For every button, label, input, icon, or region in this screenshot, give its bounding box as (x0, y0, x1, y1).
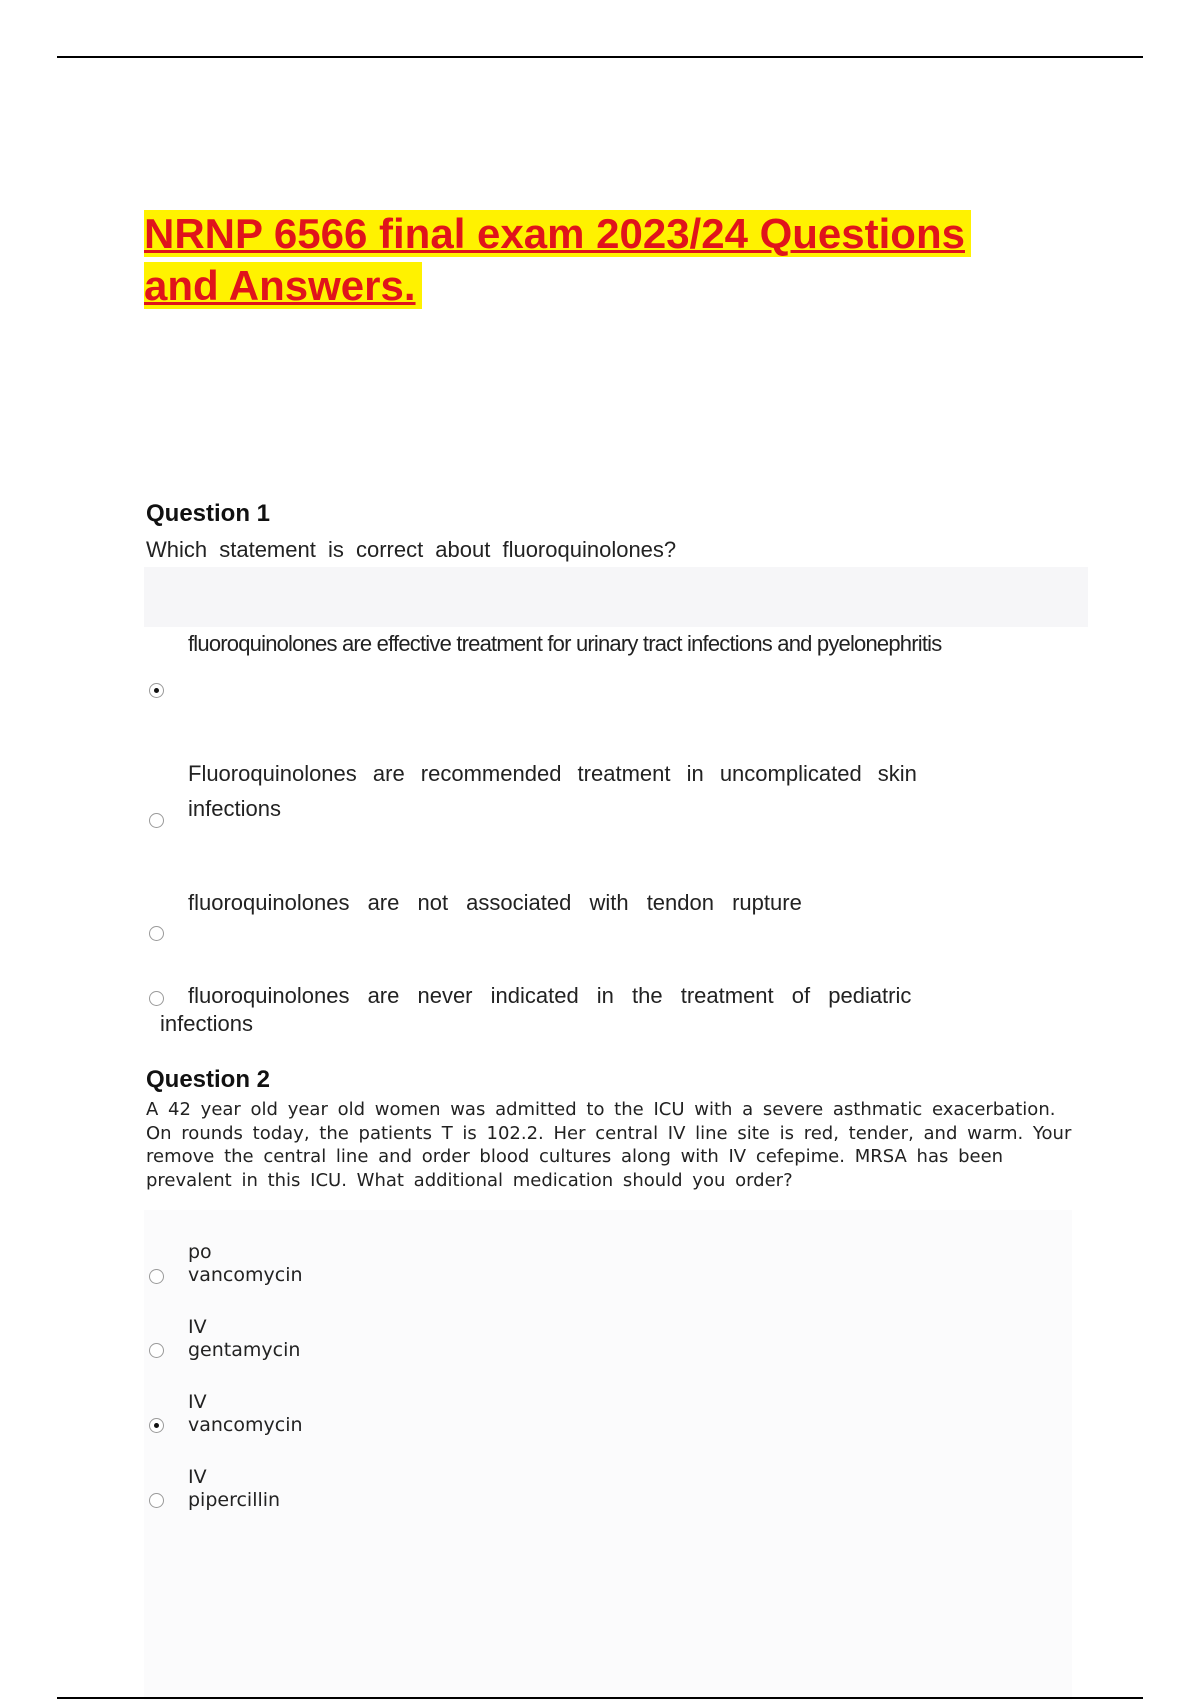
question-2-option-2-label (188, 1316, 300, 1362)
question-2-option-4-label (188, 1466, 280, 1512)
question-1-heading: Question 1 (146, 500, 271, 527)
question-1-option-1-label: fluoroquinolones are effective treatment for urinary tract infections and pyelonephritis (188, 631, 942, 656)
drug-label: gentamycin (188, 1339, 301, 1361)
question-1-option-2-radio[interactable] (149, 813, 164, 828)
route-label: IV (188, 1466, 207, 1488)
question-1-option-4-label: fluoroquinolones are never indicated in the treatment of pediatric infections (160, 983, 912, 1036)
question-1-option-3-label: fluoroquinolones are not associated with tendon rupture (188, 890, 802, 915)
footer-rule (57, 1697, 1143, 1699)
question-1-answer-panel (144, 567, 1088, 627)
drug-label: pipercillin (188, 1489, 281, 1511)
route-label: IV (188, 1391, 207, 1413)
question-2-option-3-label (188, 1391, 303, 1437)
route-label: po (188, 1241, 212, 1263)
question-1-option-1-radio[interactable] (149, 683, 164, 698)
question-2-heading: Question 2 (146, 1066, 271, 1093)
question-1-option-3-radio[interactable] (149, 926, 164, 941)
drug-label: vancomycin (188, 1414, 303, 1436)
header-rule (57, 56, 1143, 58)
question-2-option-1-label (188, 1241, 303, 1287)
document-title: NRNP 6566 final exam 2023/24 Questions and Answers. (144, 208, 1044, 312)
route-label: IV (188, 1316, 207, 1338)
question-2-option-2-radio[interactable] (149, 1343, 164, 1358)
question-2-option-1-radio[interactable] (149, 1269, 164, 1284)
question-2-text: A 42 year old year old women was admitted to the ICU with a severe asthmatic exacerbation. On rounds today, the patients T is 102.2. Her central IV line site is red, tender, and warm. Your remove the central line and order blood cultures along with IV cefepime. MRSA has been prevalent in this ICU. What additional medication should you order? (146, 1099, 1072, 1191)
drug-label: vancomycin (188, 1264, 303, 1286)
question-2-option-3-radio[interactable] (149, 1418, 164, 1433)
question-1-text: Which statement is correct about fluoroquinolones? (146, 537, 677, 562)
question-1-option-2-label: Fluoroquinolones are recommended treatment in uncomplicated skin infections (188, 761, 917, 821)
question-2-option-4-radio[interactable] (149, 1493, 164, 1508)
